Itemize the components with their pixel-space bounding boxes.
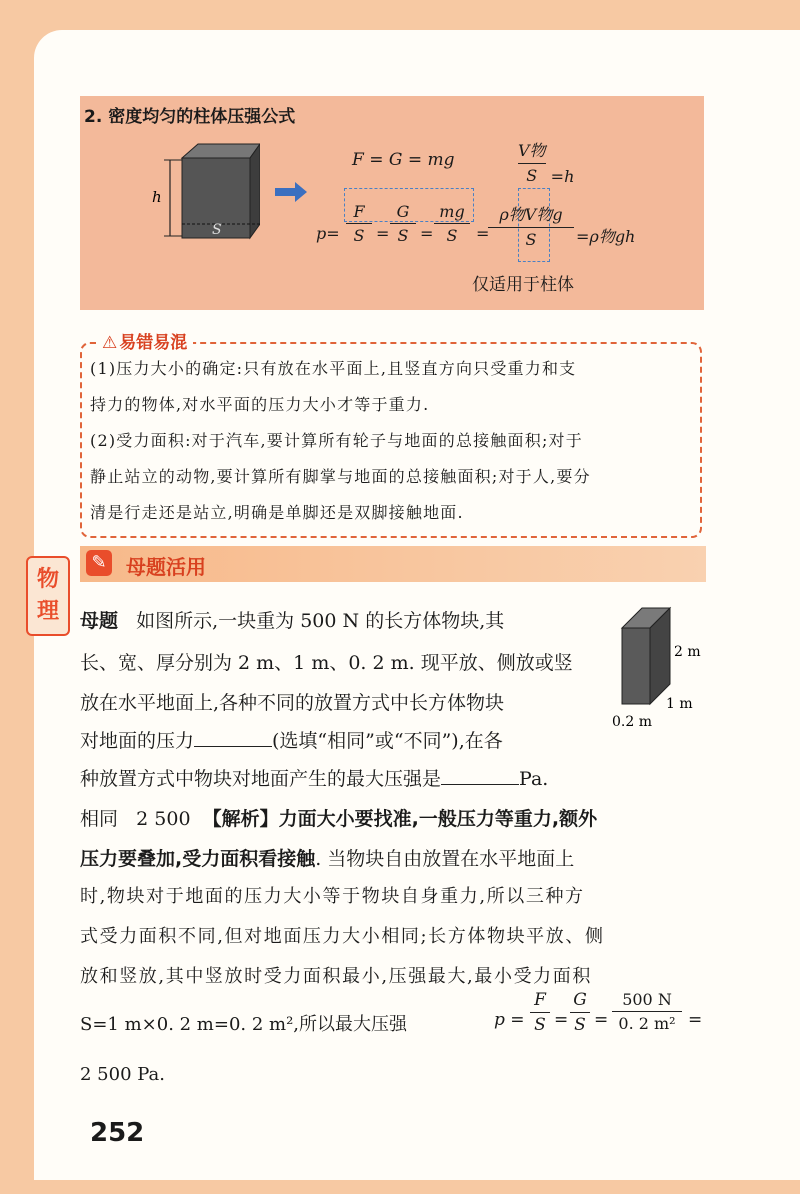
answer-blank-2 xyxy=(441,766,519,785)
answer-line: 放和竖放,其中竖放时受力面积最小,压强最大,最小受力面积 xyxy=(80,966,592,987)
pressure-formula: p= F S = G S = mg S = ρ物V物g S =ρ物gh xyxy=(316,188,656,258)
problem-line: 母题 如图所示,一块重为 500 N 的长方体物块,其 xyxy=(80,610,505,632)
answer-line: S=1 m×0. 2 m=0. 2 m²,所以最大压强 xyxy=(80,1014,408,1035)
volume-height-equation xyxy=(518,138,574,186)
area-den: S xyxy=(526,166,538,185)
problem-label: 母题 xyxy=(80,610,119,632)
answer-line: 相同 2 500 【解析】力面大小要找准,一般压力等重力,额外 xyxy=(80,808,598,830)
caution-line: (2)受力面积:对于汽车,要计算所有轮子与地面的总接触面积;对于 xyxy=(90,431,583,450)
subject-tab: 物 理 xyxy=(26,556,70,636)
rho-g-h: =ρ物gh xyxy=(576,227,636,246)
right-arrow-icon xyxy=(275,182,309,202)
answer-line: 压力要叠加,受力面积看接触. 当物块自由放置在水平地面上 xyxy=(80,848,575,870)
dim-width: 1 m xyxy=(666,696,693,712)
problem-line: 长、宽、厚分别为 2 m、1 m、0. 2 m. 现平放、侧放或竖 xyxy=(80,652,573,674)
answer-line: 式受力面积不同,但对地面压力大小相同;长方体物块平放、侧 xyxy=(80,926,605,947)
answer-final: 2 500 Pa. xyxy=(80,1064,166,1085)
answer-1: 相同 xyxy=(80,808,119,830)
caution-title: ⚠ 易错易混 xyxy=(96,328,193,353)
problem-line: 对地面的压力 (选填“相同”或“不同”),在各 xyxy=(80,730,503,752)
pencil-icon: ✎ xyxy=(86,550,112,576)
caution-line: (1)压力大小的确定:只有放在水平面上,且竖直方向只受重力和支 xyxy=(90,359,577,378)
cylinder-only-note: 仅适用于柱体 xyxy=(472,275,574,295)
cube-diagram xyxy=(150,142,260,242)
dim-length: 2 m xyxy=(674,644,701,660)
problem-line: 放在水平地面上,各种不同的放置方式中长方体物块 xyxy=(80,692,505,714)
height-rhs: =h xyxy=(550,167,575,186)
page-number: 252 xyxy=(90,1118,145,1148)
height-label: h xyxy=(152,188,162,206)
force-equation: F = G = mg xyxy=(352,150,455,170)
caution-line: 持力的物体,对水平面的压力大小才等于重力. xyxy=(90,395,430,414)
section-title: 2. 密度均匀的柱体压强公式 xyxy=(84,107,296,127)
p-label: p= xyxy=(316,224,340,243)
answer-line: 时,物块对于地面的压力大小等于物块自身重力,所以三种方 xyxy=(80,886,585,907)
volume-num: V物 xyxy=(518,141,546,160)
caution-line: 清是行走还是站立,明确是单脚还是双脚接触地面. xyxy=(90,503,464,522)
block-diagram xyxy=(612,604,712,734)
caution-line: 静止站立的动物,要计算所有脚掌与地面的总接触面积;对于人,要分 xyxy=(90,467,591,486)
dim-thickness: 0.2 m xyxy=(612,714,652,730)
warning-icon: ⚠ xyxy=(102,333,118,353)
area-label: S xyxy=(212,222,222,238)
problem-line: 种放置方式中物块对地面产生的最大压强是 Pa. xyxy=(80,768,549,790)
banner-title: 母题活用 xyxy=(126,555,206,579)
answer-2: 2 500 xyxy=(136,808,191,830)
answer-blank-1 xyxy=(194,728,272,747)
